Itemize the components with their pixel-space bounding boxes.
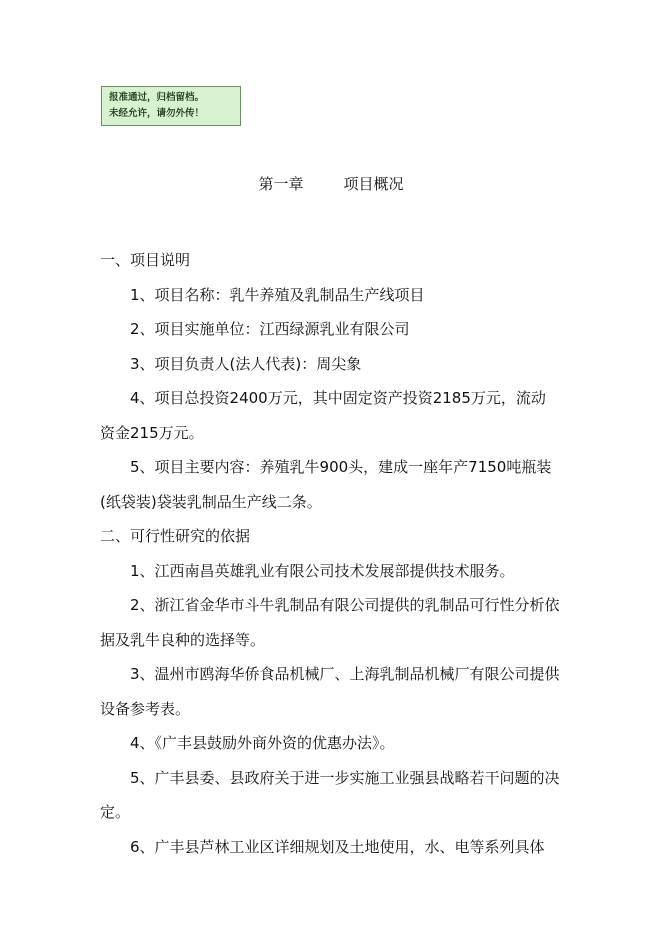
chapter-name: 项目概况: [343, 175, 404, 193]
section-heading: 一、项目说明: [100, 251, 191, 269]
notice-line-1: 报准通过，归档留档。: [109, 92, 205, 103]
list-item: 6、广丰县芦林工业区详细规划及土地使用，水、电等系列具体: [130, 837, 545, 856]
section-heading: 二、可行性研究的依据: [100, 527, 251, 545]
list-item: 2、项目实施单位：江西绿源乳业有限公司: [130, 320, 410, 338]
list-item: 3、温州市鸥海华侨食品机械厂、上海乳制品机械厂有限公司提供设备参考表。: [100, 665, 560, 718]
list-item: 1、江西南昌英雄乳业有限公司技术发展部提供技术服务。: [130, 561, 515, 580]
list-item: 4、《广丰县鼓励外商外资的优惠办法》。: [130, 734, 395, 752]
chapter-number: 第一章: [258, 175, 304, 193]
notice-stamp: [101, 86, 241, 126]
list-item: 2、浙江省金华市斗牛乳制品有限公司提供的乳制品可行性分析依据及乳牛良种的选择等。: [100, 596, 560, 649]
list-item: 4、项目总投资2400万元，其中固定资产投资2185万元，流动资金215万元。: [100, 389, 546, 442]
list-item: 1、项目名称：乳牛养殖及乳制品生产线项目: [130, 285, 425, 304]
notice-line-2: 未经允许，请勿外传！: [109, 108, 205, 119]
chapter-title: [0, 174, 662, 194]
list-item: 5、广丰县委、县政府关于进一步实施工业强县战略若干问题的决定。: [100, 768, 560, 821]
list-item: 3、项目负责人(法人代表)：周尖象: [130, 354, 362, 373]
document-body: [100, 243, 560, 864]
list-item: 5、项目主要内容：养殖乳牛900头，建成一座年产7150吨瓶装(纸袋装)袋装乳制品生产线二条。: [100, 458, 552, 511]
